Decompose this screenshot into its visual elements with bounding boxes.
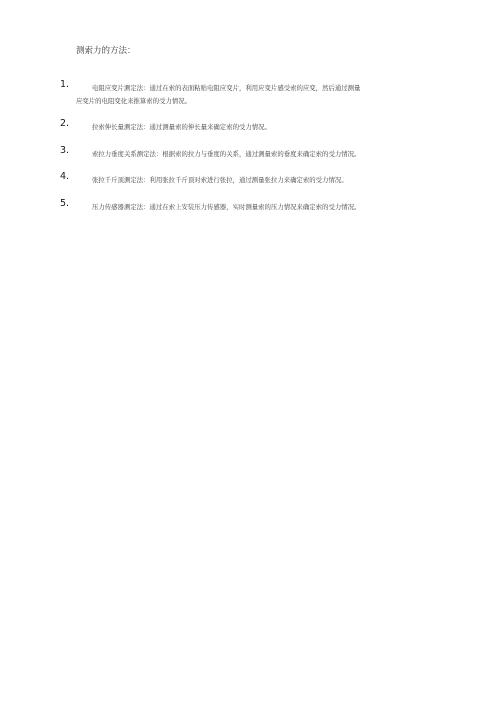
list-item-1 [60,79,440,107]
list-item-text: 索拉力垂度关系测定法：根据索的拉力与垂度的关系，通过测量索的垂度来确定索的受力情况。 [92,149,361,158]
methods-list [60,79,440,227]
document-heading: 测索力的方法： [76,46,136,56]
list-item-text: 张拉千斤顶测定法：利用张拉千斤顶对索进行张拉，通过测量张拉力来确定索的受力情况。 [92,176,348,184]
list-item-text-continuation: 应变片的电阻变化来推算索的受力情况。 [76,96,192,105]
list-item-4 [60,171,440,187]
list-item-text: 拉索伸长量测定法：通过测量索的伸长量来确定索的受力情况。 [92,123,271,131]
list-item-text: 压力传感器测定法：通过在索上安装压力传感器，实时测量索的压力情况来确定索的受力情况。 [92,202,361,211]
list-item-5 [60,197,440,214]
list-item-number: 1. [60,79,70,90]
list-item-number: 5. [60,197,70,209]
list-item-text-line: 电阻应变片测定法：通过在索的表面粘贴电阻应变片，利用应变片感受索的应变，然后通过测量 [92,84,361,92]
list-item-text [60,82,440,107]
list-item-2 [60,118,440,134]
list-item-number: 4. [60,171,70,182]
list-item-number: 2. [60,118,70,129]
list-item-number: 3. [60,144,70,156]
list-item-3 [60,144,440,161]
